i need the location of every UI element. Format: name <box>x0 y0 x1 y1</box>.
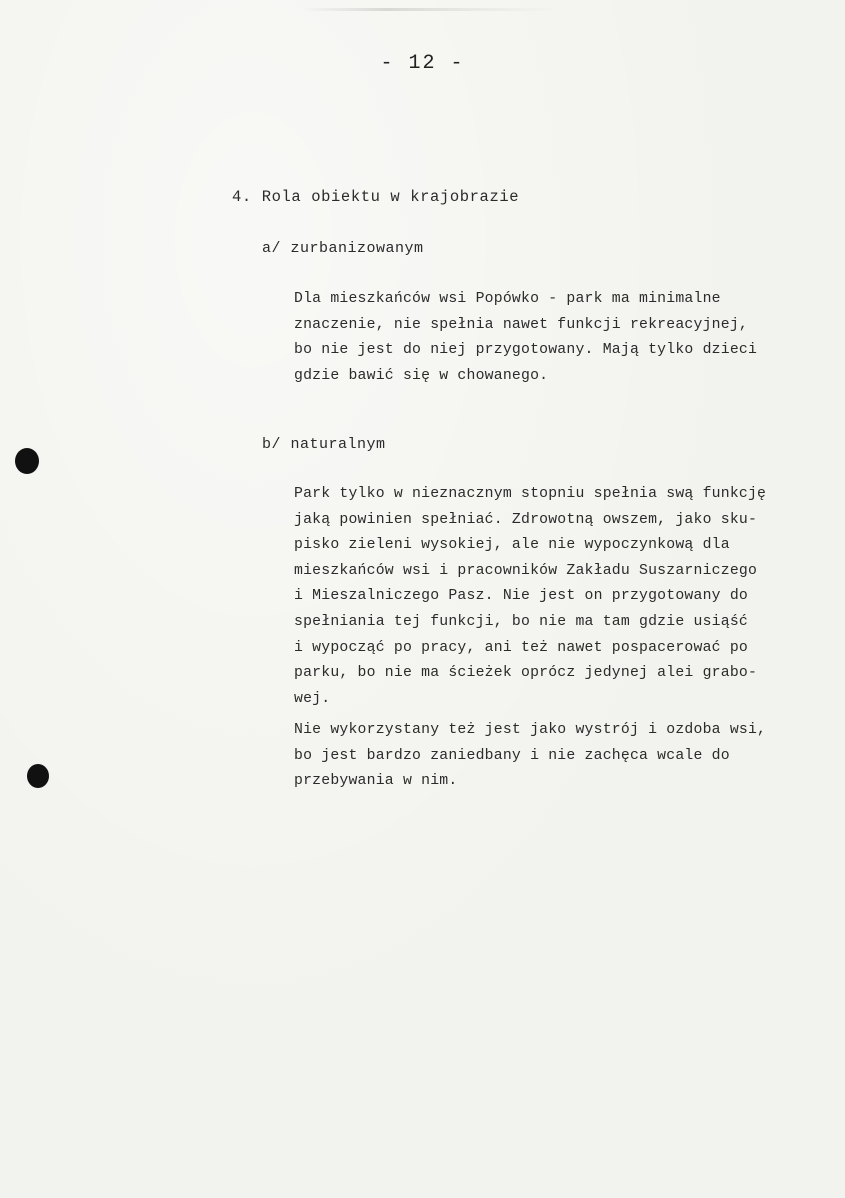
paragraph-b <box>294 482 824 712</box>
text-line: jaką powinien spełniać. Zdrowotną owszem, jako sku- <box>294 511 758 528</box>
text-line: znaczenie, nie spełnia nawet funkcji rekreacyjnej, <box>294 316 748 333</box>
scan-edge-mark <box>300 8 560 11</box>
text-line: pisko zieleni wysokiej, ale nie wypoczynkową dla <box>294 537 730 554</box>
text-line: przebywania w nim. <box>294 773 458 790</box>
subsection-b-label: b/ naturalnym <box>262 436 386 453</box>
subsection-a-label: a/ zurbanizowanym <box>262 240 424 257</box>
text-line: Nie wykorzystany też jest jako wystrój i ozdoba wsi, <box>294 722 767 738</box>
text-line: bo jest bardzo zaniedbany i nie zachęca wcale do <box>294 747 730 764</box>
text-line: mieszkańców wsi i pracowników Zakładu Suszarniczego <box>294 562 758 579</box>
paragraph-b-continued <box>294 718 824 795</box>
text-line: i wypocząć po pracy, ani też nawet pospacerować po <box>294 639 748 656</box>
punch-hole-top <box>15 448 39 474</box>
text-line: gdzie bawić się w chowanego. <box>294 367 549 384</box>
section-heading: 4. Rola obiektu w krajobrazie <box>232 188 520 206</box>
text-line: spełniania tej funkcji, bo nie ma tam gdzie usiąść <box>294 613 748 630</box>
punch-hole-bottom <box>27 764 49 788</box>
text-line: wej. <box>294 690 331 707</box>
text-line: bo nie jest do niej przygotowany. Mają tylko dzieci <box>294 342 758 359</box>
text-line: i Mieszalniczego Pasz. Nie jest on przygotowany do <box>294 588 748 605</box>
text-line: parku, bo nie ma ścieżek oprócz jedynej alei grabo- <box>294 665 758 682</box>
text-line: Park tylko w nieznacznym stopniu spełnia swą funkcję <box>294 486 767 502</box>
text-line: Dla mieszkańców wsi Popówko - park ma minimalne <box>294 291 721 307</box>
paragraph-a <box>294 287 824 389</box>
page-number: - 12 - <box>380 52 465 75</box>
